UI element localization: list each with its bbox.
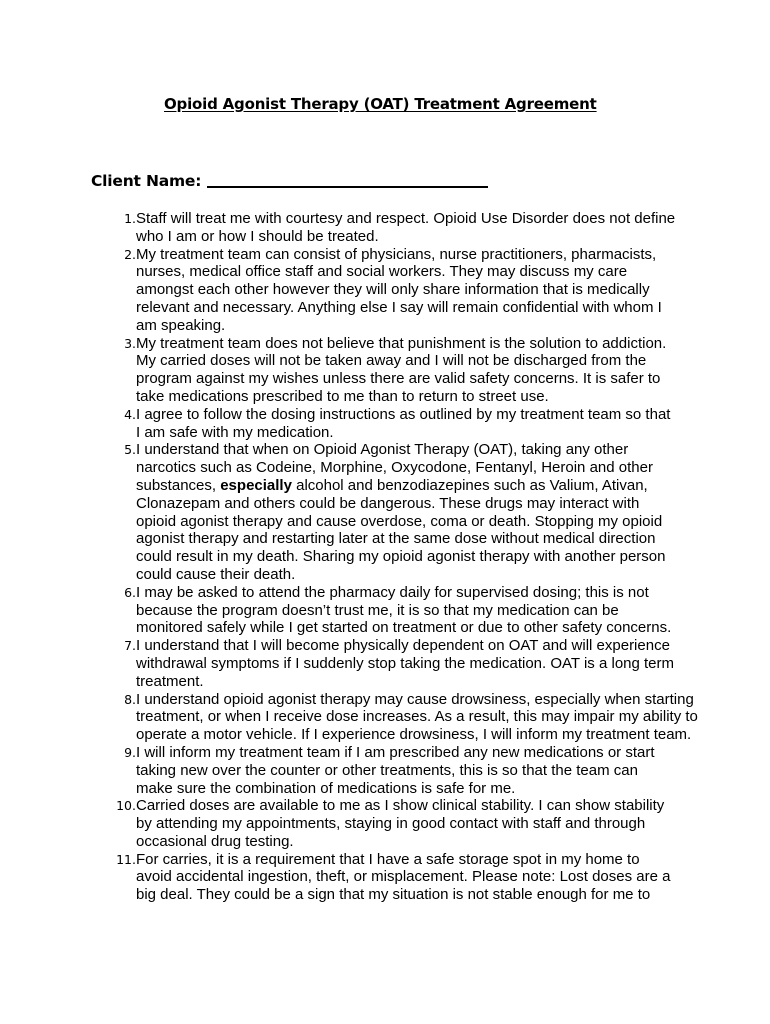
item-text-line: treatment, or when I receive dose increases. As a result, this may impair my ability to	[136, 708, 698, 726]
client-name-field[interactable]	[207, 186, 488, 188]
agreement-list	[108, 210, 708, 904]
item-text-line: because the program doesn’t trust me, it is so that my medication can be	[136, 601, 619, 619]
agreement-item	[108, 797, 708, 850]
item-text-line: amongst each other however they will only share information that is medically	[136, 281, 650, 299]
agreement-item	[108, 744, 708, 797]
item-text-line: take medications prescribed to me than to return to street use.	[136, 387, 549, 405]
item-text	[136, 210, 708, 246]
item-text-line: Staff will treat me with courtesy and respect. Opioid Use Disorder does not define	[136, 210, 676, 227]
item-text-line: could cause their death.	[136, 565, 296, 583]
item-number-label: 9.	[124, 744, 136, 760]
item-text-line: occasional drug testing.	[136, 832, 294, 850]
item-text-line: withdrawal symptoms if I suddenly stop taking the medication. OAT is a long term	[136, 654, 675, 672]
item-text-line: who I am or how I should be treated.	[136, 227, 379, 245]
item-number	[108, 691, 136, 709]
item-number	[108, 406, 136, 424]
item-number	[108, 637, 136, 655]
item-text	[136, 744, 708, 797]
item-text-line: big deal. They could be a sign that my situation is not stable enough for me to	[136, 886, 651, 904]
item-text	[136, 637, 708, 690]
client-name-label: Client Name:	[91, 172, 202, 190]
item-text-line: agonist therapy and restarting later at the same dose without medical direction	[136, 530, 656, 548]
item-text	[136, 851, 708, 904]
item-text-line: I am safe with my medication.	[136, 423, 334, 441]
item-text-line: treatment.	[136, 672, 204, 690]
item-text-line: relevant and necessary. Anything else I say will remain confidential with whom I	[136, 298, 662, 316]
agreement-item	[108, 851, 708, 904]
agreement-item	[108, 584, 708, 637]
item-text-line: could result in my death. Sharing my opioid agonist therapy with another person	[136, 548, 666, 566]
item-text-line: avoid accidental ingestion, theft, or misplacement. Please note: Lost doses are a	[136, 868, 671, 886]
item-text-line: make sure the combination of medications is safe for me.	[136, 779, 516, 797]
item-text-line: My carried doses will not be taken away and I will not be discharged from the	[136, 352, 647, 370]
item-number	[108, 441, 136, 459]
item-number-label: 8.	[124, 691, 136, 707]
item-number-label: 3.	[124, 335, 136, 351]
item-text-line: program against my wishes unless there are valid safety concerns. It is safer to	[136, 370, 661, 388]
item-number	[108, 744, 136, 762]
item-text	[136, 335, 708, 406]
item-text-line: Carried doses are available to me as I show clinical stability. I can show stability	[136, 797, 665, 815]
item-text-line: Clonazepam and others could be dangerous. These drugs may interact with	[136, 494, 640, 512]
item-text-line: I will inform my treatment team if I am prescribed any new medications or start	[136, 743, 655, 761]
item-text-line: monitored safely while I get started on treatment or due to other safety concerns.	[136, 619, 672, 637]
agreement-item	[108, 691, 708, 744]
agreement-item	[108, 246, 708, 335]
item-text	[136, 691, 708, 744]
item-text-line: taking new over the counter or other treatments, this is so that the team can	[136, 761, 638, 779]
item-number	[108, 210, 136, 228]
item-text-line: I understand opioid agonist therapy may cause drowsiness, especially when starting	[136, 690, 694, 708]
item-text-line: My treatment team does not believe that punishment is the solution to addiction.	[136, 334, 667, 352]
agreement-item	[108, 441, 708, 583]
agreement-item	[108, 335, 708, 406]
item-text-line: opioid agonist therapy and cause overdose, coma or death. Stopping my opioid	[136, 512, 663, 530]
item-text	[136, 406, 708, 442]
item-number	[108, 584, 136, 602]
item-number	[108, 335, 136, 353]
item-text	[136, 797, 708, 850]
item-number-label: 6.	[124, 584, 136, 600]
item-text-line: narcotics such as Codeine, Morphine, Oxycodone, Fentanyl, Heroin and other	[136, 459, 653, 477]
agreement-item	[108, 406, 708, 442]
item-number-label: 11.	[116, 851, 136, 867]
client-name-row	[91, 172, 488, 190]
item-number-label: 7.	[124, 638, 136, 654]
item-text-line: operate a motor vehicle. If I experience drowsiness, I will inform my treatment team.	[136, 726, 692, 744]
item-text-line: I may be asked to attend the pharmacy daily for supervised dosing; this is not	[136, 583, 649, 601]
agreement-item	[108, 637, 708, 690]
item-number-label: 4.	[124, 406, 136, 422]
item-text-line: am speaking.	[136, 316, 226, 334]
item-number	[108, 797, 136, 815]
item-number-label: 1.	[124, 211, 136, 226]
item-text-line: My treatment team can consist of physicians, nurse practitioners, pharmacists,	[136, 245, 657, 263]
item-number-label: 10.	[116, 798, 136, 814]
agreement-item	[108, 210, 708, 246]
emphasis-text: especially	[220, 476, 292, 494]
item-text	[136, 584, 708, 637]
document-title: Opioid Agonist Therapy (OAT) Treatment Agreement	[164, 95, 597, 113]
item-number	[108, 246, 136, 264]
item-text-line: For carries, it is a requirement that I have a safe storage spot in my home to	[136, 850, 640, 868]
item-number	[108, 851, 136, 869]
item-text-line: by attending my appointments, staying in good contact with staff and through	[136, 815, 646, 833]
item-text-line: I understand that I will become physically dependent on OAT and will experience	[136, 637, 670, 655]
item-text	[136, 441, 708, 583]
item-number-label: 2.	[124, 246, 136, 262]
item-text-line: substances, especially alcohol and benzodiazepines such as Valium, Ativan,	[136, 476, 648, 494]
item-text-line: nurses, medical office staff and social workers. They may discuss my care	[136, 263, 628, 281]
item-text-line: I agree to follow the dosing instructions as outlined by my treatment team so that	[136, 405, 671, 423]
item-text-line: I understand that when on Opioid Agonist Therapy (OAT), taking any other	[136, 441, 629, 459]
item-number-label: 5.	[124, 442, 136, 458]
item-text	[136, 246, 708, 335]
